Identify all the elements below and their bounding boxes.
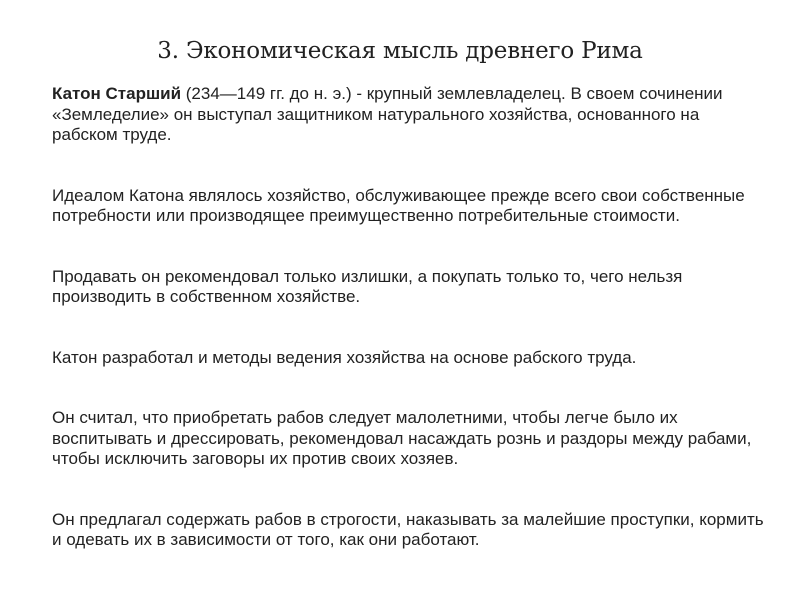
paragraph-methods: Катон разработал и методы ведения хозяйства на основе рабского труда.	[52, 347, 637, 367]
paragraph-gap	[52, 227, 764, 267]
paragraph-slaves-acquisition: Он считал, что приобретать рабов следует малолетними, чтобы легче было их воспитывать и дрессировать, рекомендовал насаждать рознь и раздоры между рабами, чтобы исключить заговоры их против своих хозяев.	[52, 408, 752, 468]
paragraph-gap	[52, 308, 764, 348]
slide-body	[52, 84, 764, 551]
cato-name: Катон Старший	[52, 84, 182, 103]
cato-intro-text: (234—149 гг. до н. э.) - крупный землевладелец. В своем сочинении «Земледелие» он выступал защитником натурального хозяйства, основанного на рабском труде.	[52, 84, 723, 144]
paragraph-gap	[52, 368, 764, 408]
paragraph-gap	[52, 146, 764, 186]
paragraph-ideal: Идеалом Катона являлось хозяйство, обслуживающее прежде всего свои собственные потребности или производящее преимущественно потребительные стоимости.	[52, 185, 745, 225]
paragraph-cato-intro	[52, 84, 764, 146]
slide-title: 3. Экономическая мысль древнего Рима	[157, 38, 643, 64]
paragraph-trade: Продавать он рекомендовал только излишки, а покупать только то, чего нельзя производить в собственном хозяйстве.	[52, 266, 683, 306]
paragraph-gap	[52, 470, 764, 510]
paragraph-slaves-treatment: Он предлагал содержать рабов в строгости, наказывать за малейшие проступки, кормить и одевать их в зависимости от того, как они работают.	[52, 509, 764, 549]
